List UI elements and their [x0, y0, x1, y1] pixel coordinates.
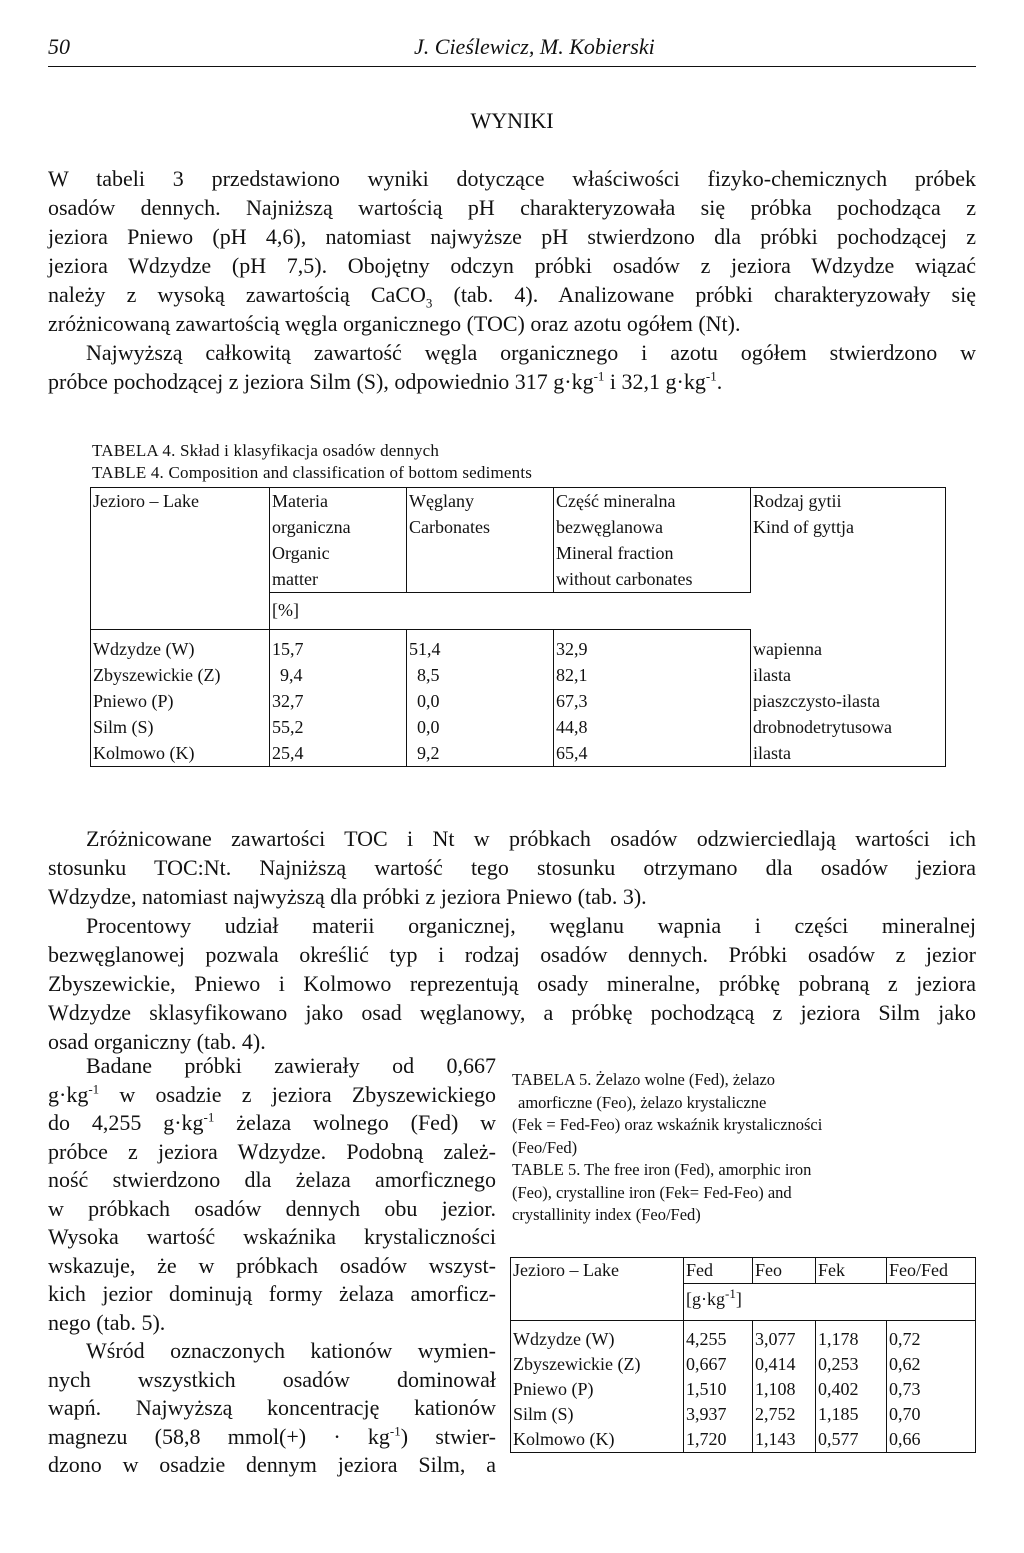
- caption-line: (Feo), crystalline iron (Fek= Fed-Feo) and: [512, 1182, 792, 1202]
- paragraph-sediment-classification: [48, 911, 976, 1056]
- text-line: Wdzydze, natomiast najwyższą dla próbki z jeziora Pniewo (tab. 3).: [48, 884, 647, 909]
- text-line: do 4,255 $g\cdot kg^{-1}$ żelaza wolnego (Fed) w: [48, 1109, 497, 1135]
- table-cell: 9,4: [270, 662, 407, 688]
- caption-line: TABELA 5. Żelazo wolne (Fed), żelazo: [512, 1070, 776, 1089]
- running-authors: J. Cieślewicz, M. Kobierski: [414, 34, 655, 59]
- text-line: Zróżnicowane zawartości TOC i Nt w próbkach osadów odzwierciedlają wartości ich: [86, 826, 976, 851]
- table-cell: 0,70: [887, 1402, 976, 1427]
- text-line: nego (tab. 5).: [48, 1309, 166, 1335]
- table-cell: 55,2: [270, 714, 407, 740]
- table-header-cell: Feo: [753, 1258, 816, 1284]
- superscript: -1: [88, 1081, 100, 1097]
- table-header-cell: Węglany Carbonates: [407, 488, 554, 593]
- caption-line: TABLE 5. The free iron (Fed), amorphic iron: [512, 1160, 812, 1179]
- paragraph-results-intro: [48, 164, 976, 338]
- table4-sediment-composition: [90, 487, 946, 767]
- table4-caption-en: TABLE 4. Composition and classification of bottom sediments: [92, 463, 533, 482]
- text-line: stosunku TOC:Nt. Najniższą wartość tego stosunku otrzymano dla osadów jeziora: [48, 855, 976, 880]
- table-cell: Silm (S): [91, 714, 270, 740]
- table-cell: Zbyszewickie (Z): [91, 662, 270, 688]
- table-cell: drobnodetrytusowa: [751, 714, 946, 740]
- table-cell: Pniewo (P): [91, 688, 270, 714]
- table-header-cell: Feo/Fed: [887, 1258, 976, 1284]
- section-heading: WYNIKI: [470, 108, 554, 133]
- text-line: osadów dennych. Najniższą wartością pH charakteryzowała się próbka pochodząca z: [48, 195, 976, 220]
- table-cell: 0,253: [816, 1352, 887, 1377]
- table-cell: 0,577: [816, 1427, 887, 1453]
- table-cell: 1,108: [753, 1377, 816, 1402]
- text-line: ność stwierdzono dla żelaza amorficznego: [48, 1167, 496, 1192]
- text-line: magnezu (58,8 mmol(+) · $kg^{-1}$) stwier-: [48, 1423, 496, 1449]
- running-header: [48, 30, 976, 67]
- table-unit-cell: $[g\cdot kg^{-1}]$: [684, 1284, 976, 1321]
- superscript: -1: [705, 368, 717, 384]
- page-number: 50: [48, 34, 70, 59]
- table-cell: 51,4: [407, 630, 554, 663]
- superscript: -1: [593, 368, 605, 384]
- text-line: jeziora Pniewo (pH 4,6), natomiast najwyższe pH stwierdzono dla próbki pochodzącej z: [48, 224, 976, 249]
- text-line: próbce pochodzącej z jeziora Silm (S), odpowiednio 317 $g\cdot kg^{-1}$ i 32,1 $g\cdot kg^{-1}$.: [48, 368, 723, 394]
- text-line: Wśród oznaczonych kationów wymien-: [86, 1338, 496, 1363]
- text-line: Badane próbki zawierały od 0,667: [86, 1053, 496, 1078]
- table-cell: 4,255: [684, 1321, 753, 1353]
- text-line: należy z wysoką zawartością CaCO$_3$ (tab. 4). Analizowane próbki charakteryzowały się: [48, 282, 976, 311]
- table-cell: Wdzydze (W): [91, 630, 270, 663]
- table5-iron-forms: [510, 1257, 976, 1453]
- table-cell: 0,73: [887, 1377, 976, 1402]
- table-header-cell: Fed: [684, 1258, 753, 1284]
- text-line: zróżnicowaną zawartością węgla organicznego (TOC) oraz azotu ogółem (Nt).: [48, 311, 741, 336]
- table-cell: Zbyszewickie (Z): [511, 1352, 684, 1377]
- caption-line: crystallinity index (Feo/Fed): [512, 1205, 701, 1224]
- table-cell: Silm (S): [511, 1402, 684, 1427]
- text-line: Wdzydze sklasyfikowano jako osad węglanowy, a próbkę pochodzącą z jeziora Silm jako: [48, 1000, 976, 1025]
- table-cell: 8,5: [407, 662, 554, 688]
- text-line: dzono w osadzie dennym jeziora Silm, a: [48, 1452, 496, 1477]
- table-cell: 32,9: [554, 630, 751, 663]
- table-cell: Pniewo (P): [511, 1377, 684, 1402]
- table-cell: ilasta: [751, 662, 946, 688]
- subscript: 3: [425, 295, 433, 311]
- table-cell: 15,7: [270, 630, 407, 663]
- table-cell: 0,66: [887, 1427, 976, 1453]
- caption-line: (Feo/Fed): [512, 1137, 578, 1157]
- table-header-cell: Materia organiczna Organic matter: [270, 488, 407, 593]
- text-line: W tabeli 3 przedstawiono wyniki dotyczące właściwości fizyko-chemicznych próbek: [48, 166, 976, 191]
- table-cell: 0,62: [887, 1352, 976, 1377]
- table-header-cell: Jezioro – Lake: [511, 1258, 684, 1321]
- table-header-cell: Część mineralna bezwęglanowa Mineral fraction without carbonates: [554, 488, 751, 593]
- table-cell: Wdzydze (W): [511, 1321, 684, 1353]
- paragraph-toc-silm: [48, 338, 976, 396]
- text-line: Procentowy udział materii organicznej, węglanu wapnia i części mineralnej: [86, 913, 976, 938]
- paragraph-toc-nt-ratio: [48, 824, 976, 911]
- table-cell: 3,937: [684, 1402, 753, 1427]
- table-cell: 44,8: [554, 714, 751, 740]
- table-header-cell: Rodzaj gytii Kind of gyttja: [751, 488, 946, 630]
- table-cell: 32,7: [270, 688, 407, 714]
- table-unit-cell: [%]: [270, 593, 751, 630]
- text-line: wskazuje, że w próbkach osadów wszyst-: [48, 1252, 496, 1278]
- table-cell: Kolmowo (K): [511, 1427, 684, 1453]
- superscript: -1: [389, 1423, 401, 1439]
- table4-caption-pl: TABELA 4. Skład i klasyfikacja osadów dennych: [92, 441, 440, 460]
- text-line: wapń. Najwyższą koncentrację kationów: [48, 1395, 496, 1420]
- table-cell: 0,402: [816, 1377, 887, 1402]
- table-cell: 3,077: [753, 1321, 816, 1353]
- table-cell: 1,510: [684, 1377, 753, 1402]
- table-cell: 1,185: [816, 1402, 887, 1427]
- paragraph-iron: [48, 1052, 496, 1337]
- table-cell: 82,1: [554, 662, 751, 688]
- text-line: jeziora Wdzydze (pH 7,5). Obojętny odczyn próbki osadów z jeziora Wdzydze wiązać: [48, 253, 976, 278]
- table-cell: piaszczysto-ilasta: [751, 688, 946, 714]
- table-cell: 1,178: [816, 1321, 887, 1353]
- table-cell: 0,0: [407, 714, 554, 740]
- table-cell: 0,0: [407, 688, 554, 714]
- text-line: Najwyższą całkowitą zawartość węgla organicznego i azotu ogółem stwierdzono w: [86, 340, 976, 365]
- table-cell: 25,4: [270, 740, 407, 767]
- table5-caption: [512, 1069, 982, 1227]
- table-header-cell: Jezioro – Lake: [91, 488, 270, 593]
- table-cell: 2,752: [753, 1402, 816, 1427]
- text-line: kich jezior dominują formy żelaza amorficz-: [48, 1281, 496, 1306]
- left-column-text: [48, 1052, 496, 1480]
- text-line: próbce z jeziora Wdzydze. Podobną zależ-: [48, 1138, 496, 1164]
- table-cell: 1,143: [753, 1427, 816, 1453]
- table-cell: 1,720: [684, 1427, 753, 1453]
- table-header-cell: Fek: [816, 1258, 887, 1284]
- caption-line: (Fek = Fed-Feo) oraz wskaźnik krystaliczności: [512, 1115, 823, 1134]
- table-cell: 0,414: [753, 1352, 816, 1377]
- table-cell: 9,2: [407, 740, 554, 767]
- text-line: $g\cdot kg^{-1}$ w osadzie z jeziora Zbyszewickiego: [48, 1081, 496, 1107]
- text-line: Zbyszewickie, Pniewo i Kolmowo reprezentują osady mineralne, próbkę pobraną z jeziora: [48, 971, 976, 996]
- table-cell: ilasta: [751, 740, 946, 767]
- table-cell: 67,3: [554, 688, 751, 714]
- superscript: -1: [725, 1286, 736, 1301]
- superscript: -1: [203, 1109, 215, 1125]
- text-line: bezwęglanowej pozwala określić typ i rodzaj osadów dennych. Próbki osadów z jezior: [48, 942, 976, 967]
- text-line: nych wszystkich osadów dominował: [48, 1366, 496, 1392]
- table-cell: 0,667: [684, 1352, 753, 1377]
- text-line: osad organiczny (tab. 4).: [48, 1029, 266, 1054]
- table-cell: Kolmowo (K): [91, 740, 270, 767]
- table-cell: 65,4: [554, 740, 751, 767]
- text-line: w próbkach osadów dennych obu jezior.: [48, 1195, 496, 1221]
- paragraph-cations: [48, 1337, 496, 1480]
- table-cell: 0,72: [887, 1321, 976, 1353]
- table-cell: wapienna: [751, 630, 946, 663]
- text-line: Wysoka wartość wskaźnika krystaliczności: [48, 1224, 496, 1249]
- caption-line: amorficzne (Feo), żelazo krystaliczne: [518, 1092, 767, 1112]
